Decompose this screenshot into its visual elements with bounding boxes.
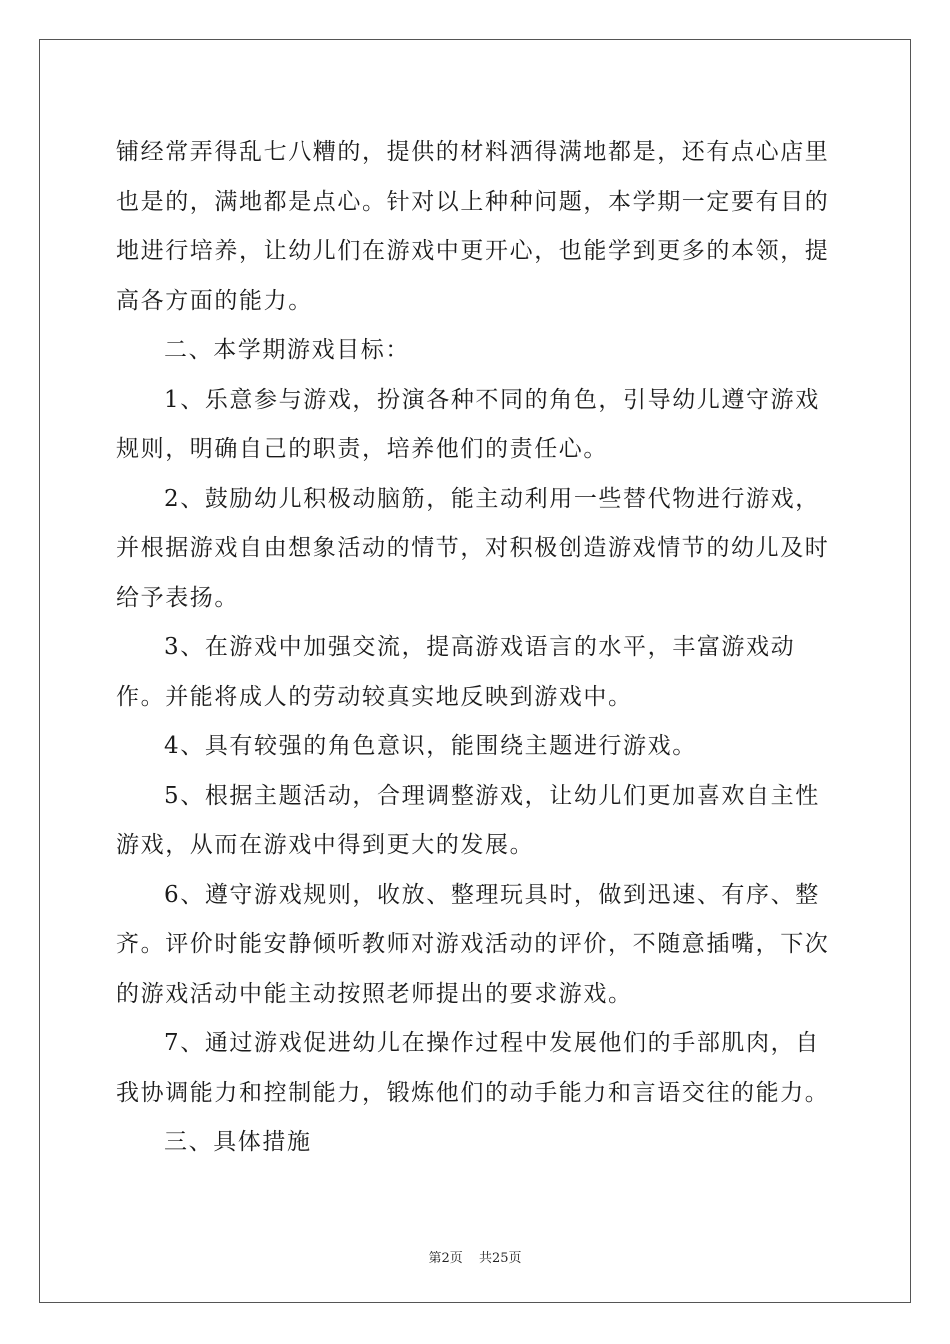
paragraph-continuation: 铺经常弄得乱七八糟的，提供的材料洒得满地都是，还有点心店里也是的，满地都是点心。针对以上种种问题，本学期一定要有目的地进行培养，让幼儿们在游戏中更开心，也能学到更多的本领，提高各方面的能力。 bbox=[116, 139, 830, 314]
section-heading-measures: 三、具体措施 bbox=[164, 1129, 312, 1155]
page-number: 第2页 bbox=[428, 1251, 463, 1266]
page-total: 共25页 bbox=[478, 1251, 522, 1266]
goal-item-6: 6、遵守游戏规则，收放、整理玩具时，做到迅速、有序、整齐。评价时能安静倾听教师对游戏活动的评价，不随意插嘴，下次的游戏活动中能主动按照老师提出的要求游戏。 bbox=[116, 881, 830, 1007]
section-heading-goals: 二、本学期游戏目标： bbox=[164, 337, 410, 363]
goal-item-1: 1、乐意参与游戏，扮演各种不同的角色，引导幼儿遵守游戏规则，明确自己的职责，培养他们的责任心。 bbox=[116, 386, 820, 462]
goal-item-2: 2、鼓励幼儿积极动脑筋，能主动利用一些替代物进行游戏，并根据游戏自由想象活动的情节，对积极创造游戏情节的幼儿及时给予表扬。 bbox=[116, 485, 830, 611]
goal-item-7: 7、通过游戏促进幼儿在操作过程中发展他们的手部肌肉，自我协调能力和控制能力，锻炼他们的动手能力和言语交往的能力。 bbox=[116, 1030, 830, 1106]
page-footer bbox=[0, 1247, 950, 1266]
goal-item-4: 4、具有较强的角色意识，能围绕主题进行游戏。 bbox=[164, 733, 697, 759]
document-body bbox=[116, 128, 836, 1168]
goal-item-5: 5、根据主题活动，合理调整游戏，让幼儿们更加喜欢自主性游戏，从而在游戏中得到更大的发展。 bbox=[116, 782, 820, 858]
goal-item-3: 3、在游戏中加强交流，提高游戏语言的水平，丰富游戏动作。并能将成人的劳动较真实地反映到游戏中。 bbox=[116, 634, 796, 710]
